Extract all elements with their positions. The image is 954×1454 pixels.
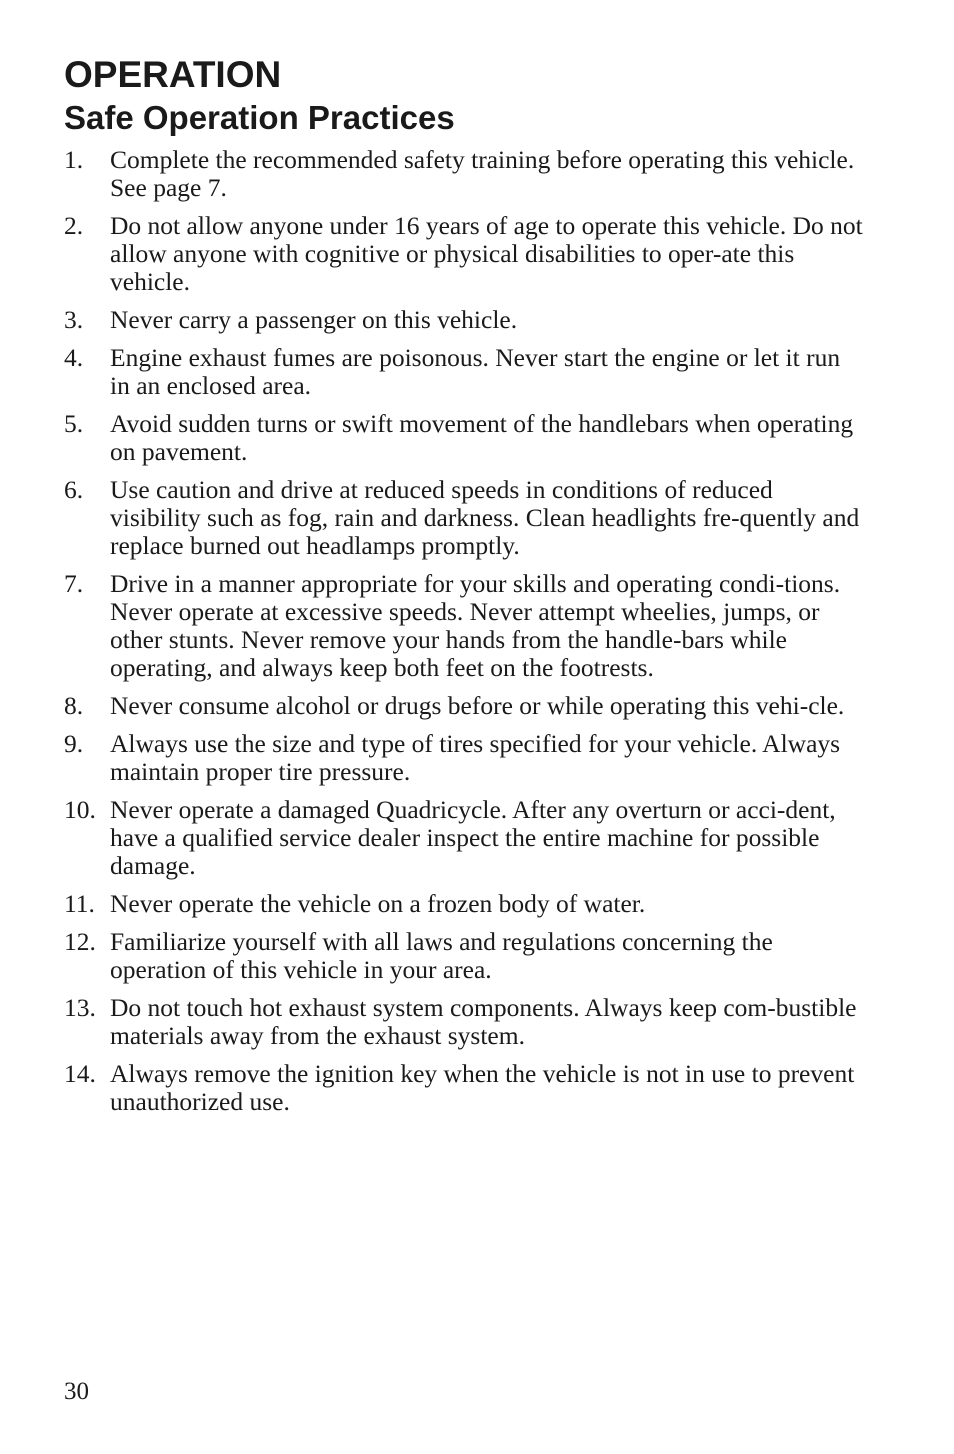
item-text: Always use the size and type of tires specified for your vehicle. Always maintain proper tire pressure. (110, 729, 841, 786)
item-text: Use caution and drive at reduced speeds in conditions of reduced visibility such as fog, rain and darkness. Clean headlights fre-quently and replace burned out headlamps promptly. (110, 475, 860, 560)
item-number: 3. (64, 305, 84, 334)
list-item (64, 146, 864, 202)
item-text: Never carry a passenger on this vehicle. (110, 305, 518, 334)
item-text: Do not allow anyone under 16 years of age to operate this vehicle. Do not allow anyone with cognitive or physical disabilities to oper-ate this vehicle. (110, 211, 863, 296)
item-number: 14. (64, 1059, 96, 1088)
list-item (64, 306, 864, 334)
item-text: Never operate the vehicle on a frozen body of water. (110, 889, 646, 918)
list-item (64, 1060, 864, 1116)
item-text: Never consume alcohol or drugs before or while operating this vehi-cle. (110, 691, 845, 720)
list-item (64, 730, 864, 786)
item-number: 6. (64, 475, 84, 504)
item-number: 7. (64, 569, 84, 598)
item-number: 11. (64, 889, 95, 918)
item-number: 12. (64, 927, 96, 956)
item-text: Drive in a manner appropriate for your skills and operating condi-tions. Never operate at excessive speeds. Never attempt wheelies, jumps, or other stunts. Never remove your hands from the handle-bars while operating, and always keep both feet on the footrests. (110, 569, 841, 682)
item-text: Never operate a damaged Quadricycle. After any overturn or acci-dent, have a qualified service dealer inspect the entire machine for possible damage. (110, 795, 836, 880)
item-number: 2. (64, 211, 84, 240)
section-title: Safe Operation Practices (64, 99, 455, 136)
list-item (64, 890, 864, 918)
item-text: Avoid sudden turns or swift movement of the handlebars when operating on pavement. (110, 409, 854, 466)
item-text: Familiarize yourself with all laws and regulations concerning the operation of this vehicle in your area. (110, 927, 773, 984)
page-title: OPERATION (64, 54, 282, 95)
item-text: Always remove the ignition key when the vehicle is not in use to prevent unauthorized use. (110, 1059, 855, 1116)
list-item (64, 928, 864, 984)
list-item (64, 212, 864, 296)
list-item (64, 796, 864, 880)
list-item (64, 476, 864, 560)
list-item (64, 692, 864, 720)
safe-practices-list (64, 146, 864, 1126)
item-number: 10. (64, 795, 96, 824)
item-number: 9. (64, 729, 84, 758)
list-item (64, 344, 864, 400)
item-text: Engine exhaust fumes are poisonous. Never start the engine or let it run in an enclosed area. (110, 343, 841, 400)
list-item (64, 570, 864, 682)
item-text: Do not touch hot exhaust system components. Always keep com-bustible materials away from the exhaust system. (110, 993, 857, 1050)
item-number: 5. (64, 409, 84, 438)
item-number: 8. (64, 691, 84, 720)
list-item (64, 994, 864, 1050)
item-text: Complete the recommended safety training before operating this vehicle. See page 7. (110, 145, 855, 202)
list-item (64, 410, 864, 466)
item-number: 1. (64, 145, 84, 174)
item-number: 4. (64, 343, 84, 372)
page-number: 30 (64, 1378, 89, 1405)
item-number: 13. (64, 993, 96, 1022)
